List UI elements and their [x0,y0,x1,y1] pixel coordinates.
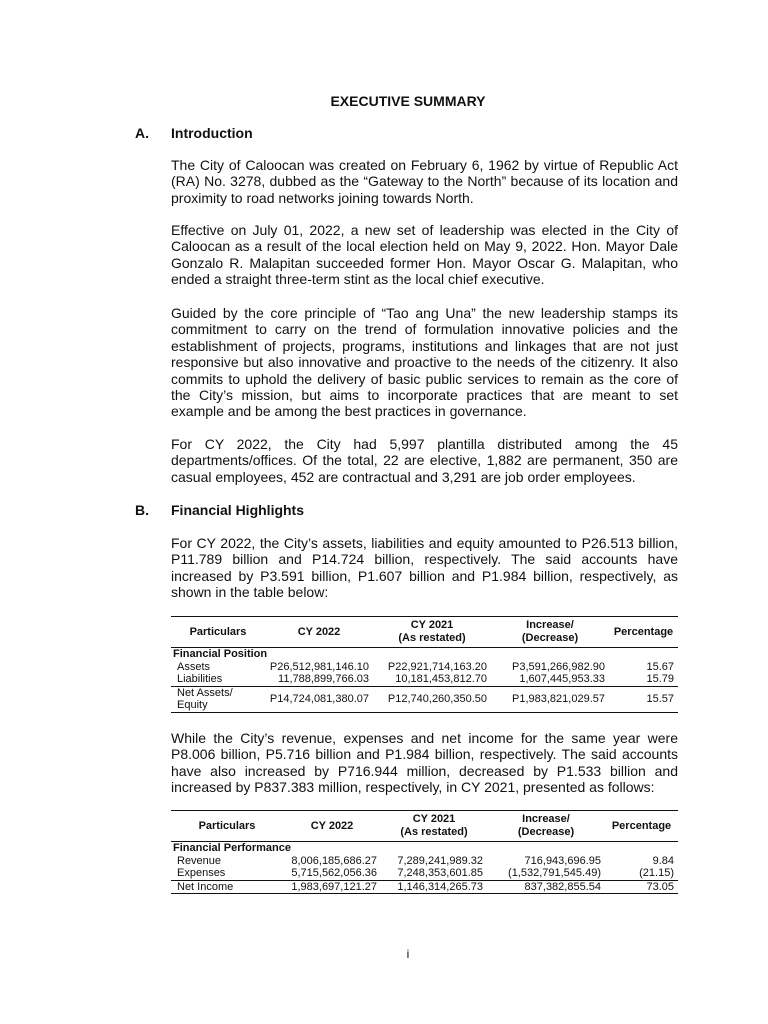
row-label: Liabilities [177,673,223,686]
cell-cy2021: 7,289,241,989.32 [397,854,483,867]
section-b-letter: B. [135,502,149,518]
header-cy2021 [381,811,487,842]
table-row [171,673,678,686]
header-percentage: Percentage [609,617,678,648]
row-label: Expenses [177,867,226,880]
cell-change: 837,382,855.54 [487,880,605,894]
row-label: Revenue [177,854,222,867]
header-change-line1: Increase/ [526,619,574,632]
table-group-row [171,842,678,855]
table-header-row [171,811,678,842]
header-cy2022: CY 2022 [265,617,373,648]
table-row [171,880,678,894]
section-a-title: Introduction [171,125,253,141]
header-cy2021 [373,617,491,648]
header-cy2021-line1: CY 2021 [412,813,456,826]
cell-change: P1,983,821,029.57 [491,686,609,712]
header-percentage: Percentage [605,811,678,842]
cell-cy2022: 8,006,185,686.27 [291,854,377,867]
row-label-line1: Net Assets/ [177,686,233,699]
financial-performance-table [171,810,678,894]
table-row [171,661,678,674]
row-label: Assets [177,660,211,673]
cell-cy2022: 11,788,899,766.03 [278,673,369,686]
header-cy2021-line1: CY 2021 [410,619,454,632]
table-row [171,686,678,712]
header-change-line2: (Decrease) [521,632,579,644]
cell-pct: 73.05 [605,880,678,894]
table-row [171,855,678,868]
table-group-row [171,648,678,661]
cell-change: P3,591,266,982.90 [512,660,605,673]
financial-paragraph-2: While the City’s revenue, expenses and net income for the same year were P8.006 billion, P5.716 billion and P1.984 billion, respectively. The said accounts have also increased by P716.944 million, decreased by P1.533 billion and increased by P837.383 million, respectively, in CY 2021, presented as follows: [171,730,678,796]
cell-cy2022: 5,715,562,056.36 [291,867,377,880]
header-cy2022: CY 2022 [283,811,381,842]
cell-pct: 15.79 [646,673,674,686]
header-change-line1: Increase/ [522,813,570,826]
header-change [491,617,609,648]
table-row [171,867,678,880]
cell-change: 716,943,696.95 [524,854,601,867]
cell-cy2021: 10,181,453,812.70 [395,673,487,686]
section-a-heading [135,125,253,141]
cell-change: (1,532,791,545.49) [508,867,601,880]
cell-cy2021: 1,146,314,265.73 [381,880,487,894]
section-a-letter: A. [135,125,149,141]
cell-pct: 15.67 [646,660,674,673]
table-header-row [171,617,678,648]
section-b-title: Financial Highlights [171,502,305,518]
intro-paragraph-4: For CY 2022, the City had 5,997 plantilla distributed among the 45 departments/offices. Of the total, 22 are elective, 1,882 are permanent, 350 are casual employees, 452 are contractual and 3,291 are job order employees. [171,436,678,485]
intro-paragraph-3: Guided by the core principle of “Tao ang Una” the new leadership stamps its commitment to carry on the trend of formulation innovative policies and the establishment of projects, programs, institutions and linkages that are not just responsive but also innovative and proactive to the needs of the citizenry. It also commits to uphold the delivery of basic public services to remain as the core of the City’s mission, but aims to incorporate practices that are meant to set example and be among the best practices in governance. [171,305,678,420]
cell-pct: 9.84 [652,854,674,867]
header-change-line2: (Decrease) [517,826,575,838]
intro-paragraph-1: The City of Caloocan was created on February 6, 1962 by virtue of Republic Act (RA) No. 3278, dubbed as the “Gateway to the North” because of its location and proximity to road networks joining towards North. [171,157,678,206]
page-title: EXECUTIVE SUMMARY [330,93,486,109]
row-label [171,686,265,712]
cell-pct: (21.15) [639,867,674,880]
cell-cy2022: 1,983,697,121.27 [283,880,381,894]
cell-cy2022: P26,512,981,146.10 [269,660,369,673]
cell-cy2021: P12,740,260,350.50 [373,686,491,712]
header-cy2021-line2: (As restated) [398,632,466,644]
financial-paragraph-1: For CY 2022, the City’s assets, liabilities and equity amounted to P26.513 billion, P11.789 billion and P14.724 billion, respectively. The said accounts have increased by P3.591 billion, P1.607 billion and P1.984 billion, respectively, as shown in the table below: [171,535,678,601]
page-number: i [406,947,410,961]
group-label: Financial Position [173,648,268,660]
header-particulars: Particulars [171,811,283,842]
group-label: Financial Performance [173,842,291,854]
row-label: Net Income [171,880,283,894]
cell-cy2021: 7,248,353,601.85 [397,867,483,880]
header-cy2021-line2: (As restated) [400,826,468,838]
financial-position-table [171,616,678,713]
cell-change: 1,607,445,953.33 [519,673,605,686]
header-particulars: Particulars [171,617,265,648]
cell-cy2021: P22,921,714,163.20 [387,660,487,673]
section-b-heading [135,502,304,518]
cell-pct: 15.57 [609,686,678,712]
row-label-line2: Equity [177,699,208,712]
intro-paragraph-2: Effective on July 01, 2022, a new set of leadership was elected in the City of Caloocan as a result of the local election held on May 9, 2022. Hon. Mayor Dale Gonzalo R. Malapitan succeeded former Hon. Mayor Oscar G. Malapitan, who ended a straight three-term stint as the local chief executive. [171,222,678,288]
cell-cy2022: P14,724,081,380.07 [265,686,373,712]
header-change [487,811,605,842]
